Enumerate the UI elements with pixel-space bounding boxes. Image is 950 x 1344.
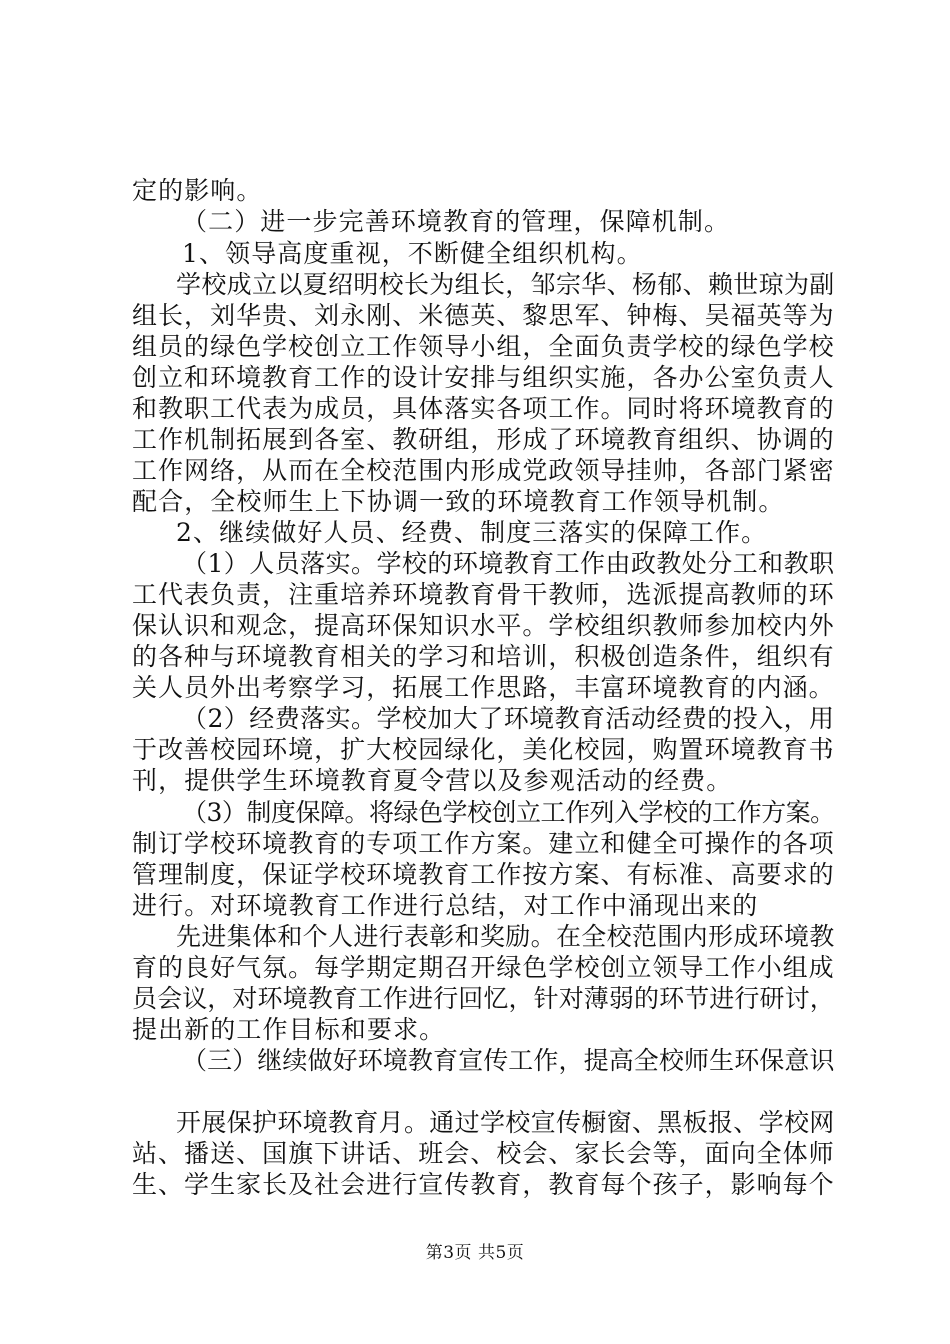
section-heading: （三）继续做好环境教育宣传工作，提高全校师生环保意识 bbox=[182, 1046, 835, 1075]
text-line: 育的良好气氛。每学期定期召开绿色学校创立领导工作小组成 bbox=[132, 953, 835, 982]
text-line: 进行。对环境教育工作进行总结，对工作中涌现出来的 bbox=[132, 891, 759, 920]
text-line: 工代表负责，注重培养环境教育骨干教师，选派提高教师的环 bbox=[132, 580, 835, 609]
text-line: 的各种与环境教育相关的学习和培训，积极创造条件，组织有 bbox=[132, 642, 835, 671]
text-line: 刊，提供学生环境教育夏令营以及参观活动的经费。 bbox=[132, 766, 733, 795]
text-line: 先进集体和个人进行表彰和奖励。在全校范围内形成环境教 bbox=[176, 922, 835, 951]
text-line: 开展保护环境教育月。通过学校宣传橱窗、黑板报、学校网 bbox=[176, 1108, 835, 1137]
text-line: 于改善校园环境，扩大校园绿化，美化校园，购置环境教育书 bbox=[132, 735, 835, 764]
text-line: （1）人员落实。学校的环境教育工作由政教处分工和教职 bbox=[182, 549, 835, 578]
text-line: 保认识和观念，提高环保知识水平。学校组织教师参加校内外 bbox=[132, 611, 835, 640]
text-line: 创立和环境教育工作的设计安排与组织实施，各办公室负责人 bbox=[132, 363, 835, 392]
page-number-footer: 第3页 共5页 bbox=[425, 1243, 525, 1263]
subsection-heading: 2、继续做好人员、经费、制度三落实的保障工作。 bbox=[176, 518, 768, 547]
text-line: 组长，刘华贵、刘永刚、米德英、黎思军、钟梅、吴福英等为 bbox=[132, 301, 835, 330]
text-line: 提出新的工作目标和要求。 bbox=[132, 1015, 446, 1044]
text-line: 学校成立以夏绍明校长为组长，邹宗华、杨郁、赖世琼为副 bbox=[176, 270, 835, 299]
text-line: 站、播送、国旗下讲话、班会、校会、家长会等，面向全体师 bbox=[132, 1139, 835, 1168]
text-line: 和教职工代表为成员，具体落实各项工作。同时将环境教育的 bbox=[132, 394, 835, 423]
section-heading: （二）进一步完善环境教育的管理，保障机制。 bbox=[182, 207, 731, 236]
text-line: 生、学生家长及社会进行宣传教育，教育每个孩子，影响每个 bbox=[132, 1170, 835, 1199]
text-line: 员会议，对环境教育工作进行回忆，针对薄弱的环节进行研讨， bbox=[132, 984, 835, 1013]
text-line: 配合，全校师生上下协调一致的环境教育工作领导机制。 bbox=[132, 487, 785, 516]
text-line: （2）经费落实。学校加大了环境教育活动经费的投入，用 bbox=[182, 704, 835, 733]
text-line: 工作网络，从而在全校范围内形成党政领导挂帅，各部门紧密 bbox=[132, 456, 835, 485]
text-line: 定的影响。 bbox=[132, 176, 263, 205]
text-line: （3）制度保障。将绿色学校创立工作列入学校的工作方案。 bbox=[182, 798, 835, 827]
text-line: 管理制度，保证学校环境教育工作按方案、有标准、高要求的 bbox=[132, 860, 835, 889]
text-line: 制订学校环境教育的专项工作方案。建立和健全可操作的各项 bbox=[132, 829, 835, 858]
text-line: 关人员外出考察学习，拓展工作思路，丰富环境教育的内涵。 bbox=[132, 673, 835, 702]
subsection-heading: 1、领导高度重视，不断健全组织机构。 bbox=[182, 239, 643, 268]
text-line: 组员的绿色学校创立工作领导小组，全面负责学校的绿色学校 bbox=[132, 332, 835, 361]
text-line: 工作机制拓展到各室、教研组，形成了环境教育组织、协调的 bbox=[132, 425, 835, 454]
